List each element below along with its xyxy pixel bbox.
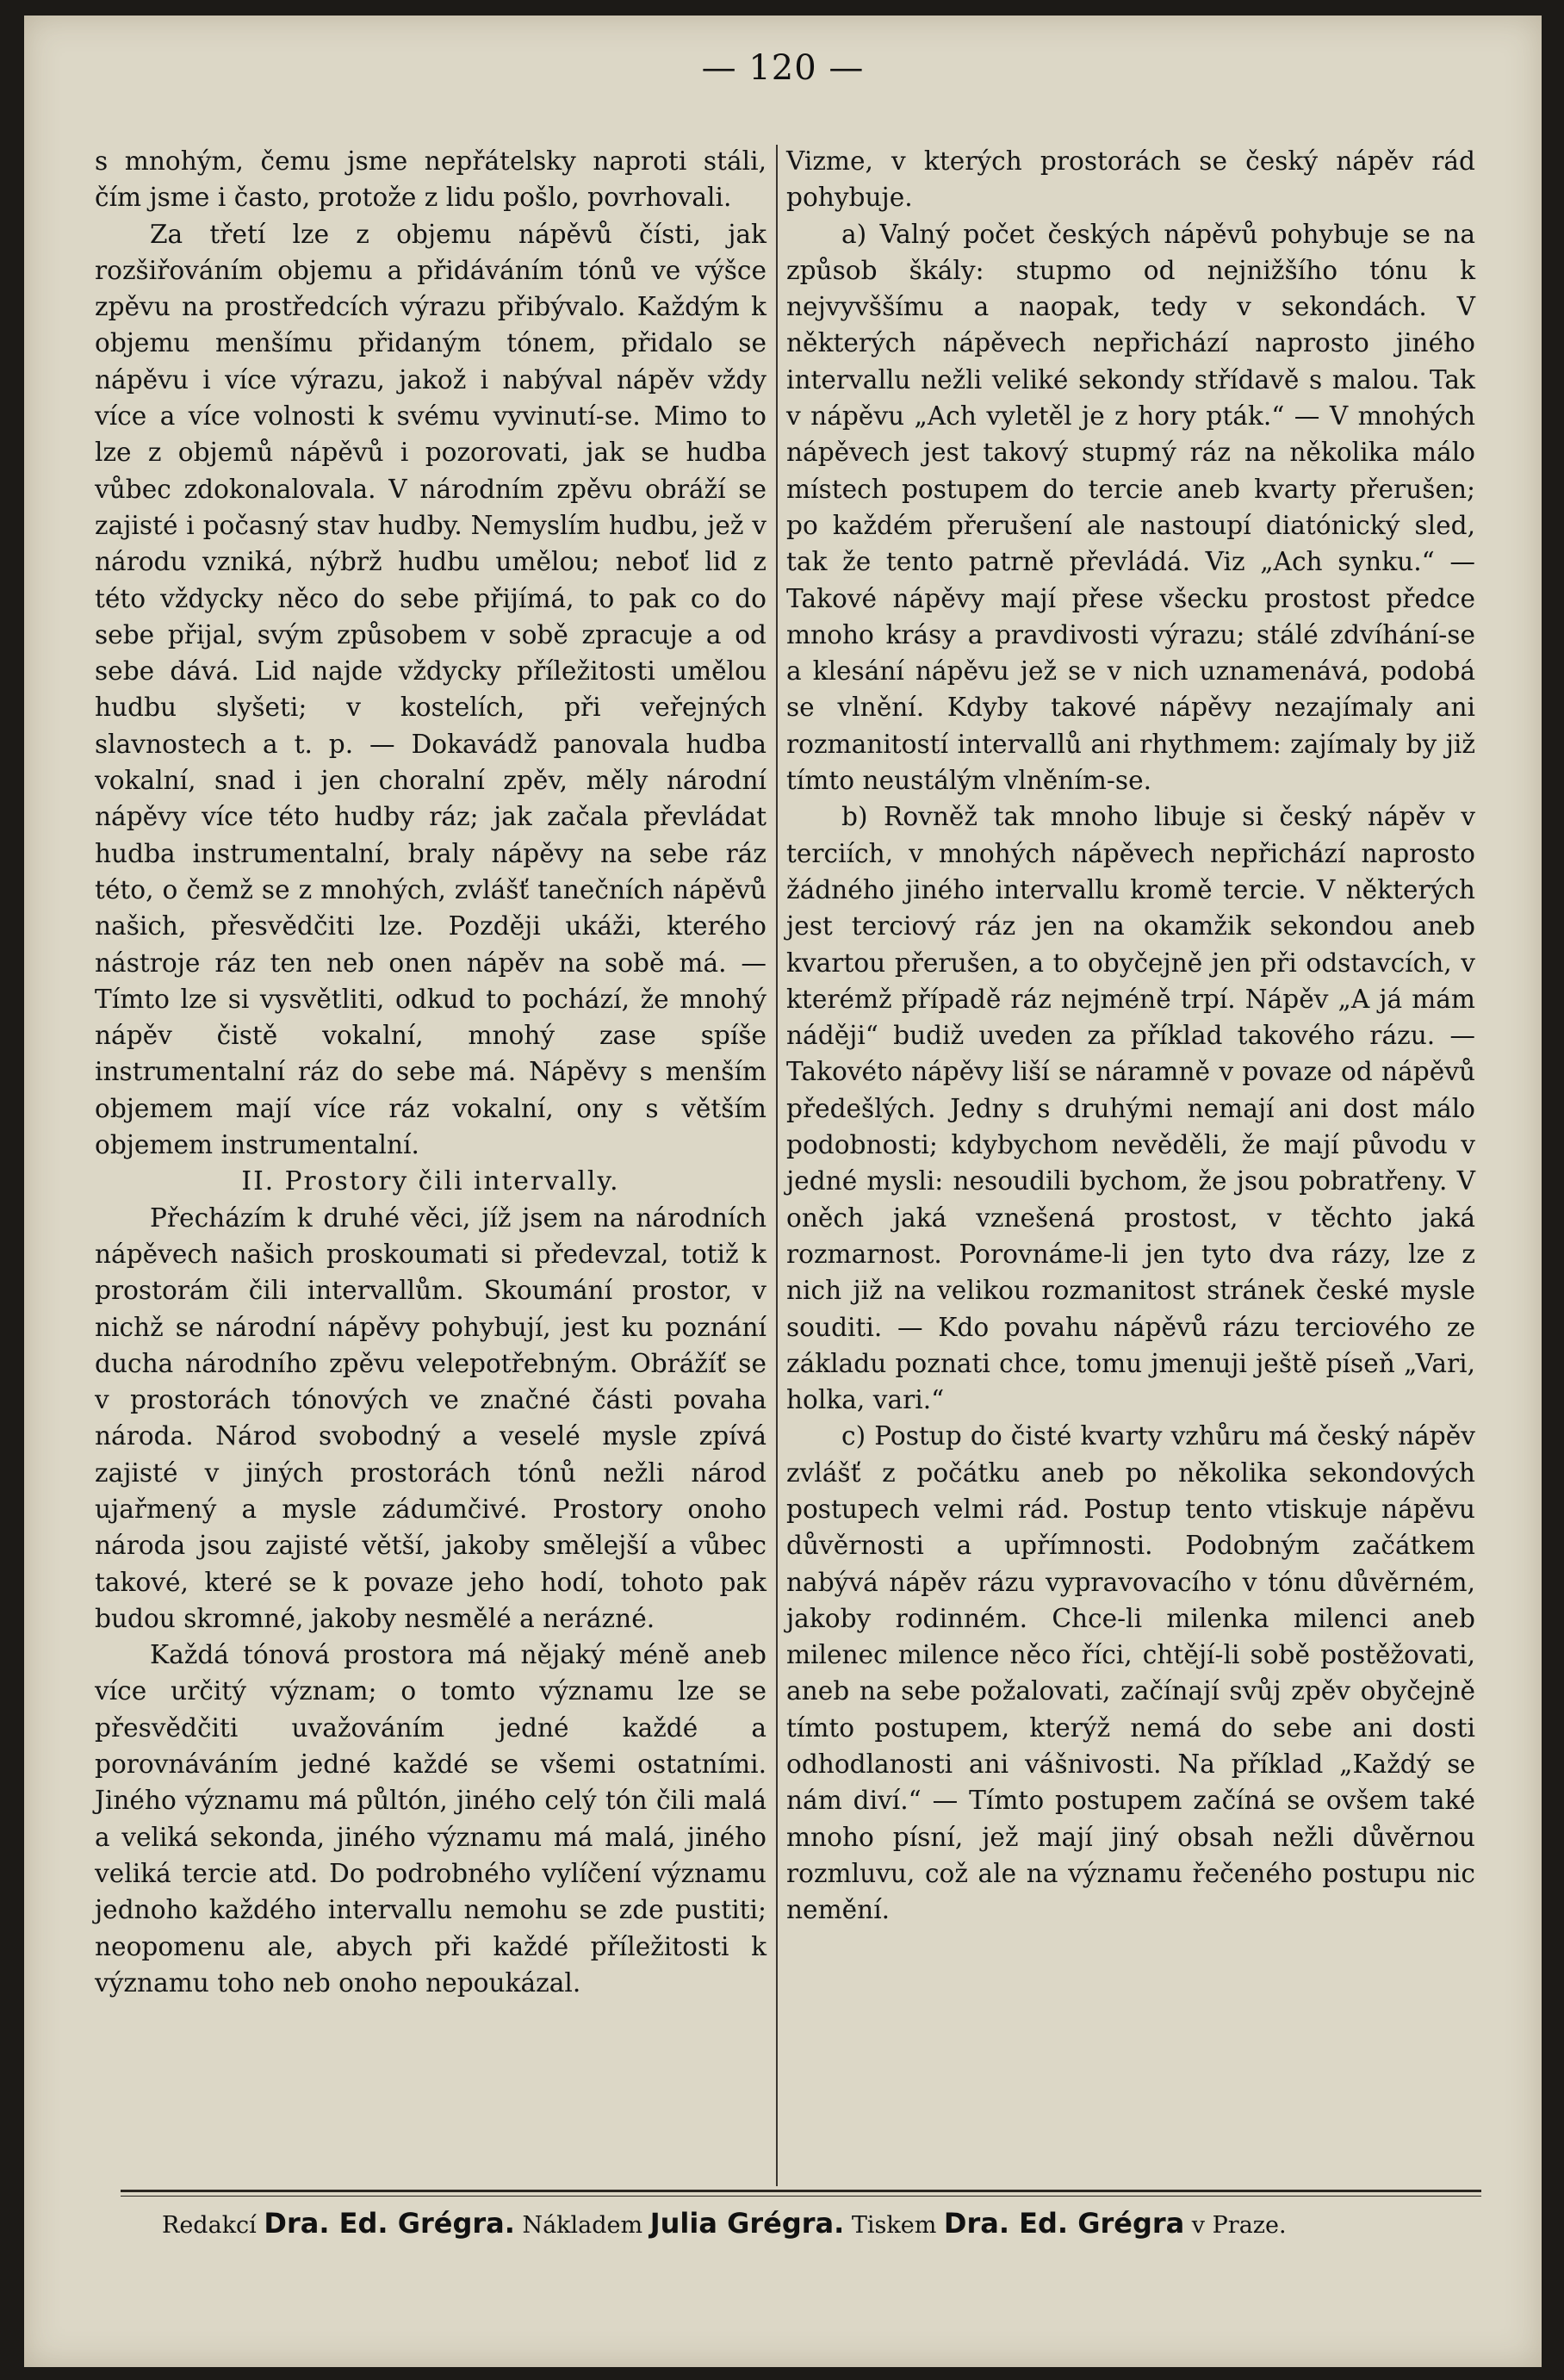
footer-text: Nákladem [514, 2212, 650, 2239]
imprint-footer [162, 2207, 1287, 2240]
footer-rule [121, 2190, 1481, 2192]
footer-name: Dra. Ed. Grégra [943, 2207, 1185, 2240]
paragraph: c) Postup do čisté kvarty vzhůru má český nápěv zvlášť z počátku aneb po několika sekondových postupech velmi rád. Postup tento vtiskuje nápěvu důvěrnosti a upřímnosti. Podobným začátkem nabývá nápěv rázu vypravovacího v tónu důvěrném, jakoby rodinném. Chce-li milenka milenci aneb milenec milence něco říci, chtějí-li sobě postěžovati, aneb na sebe požalovati, začínají svůj zpěv obyčejně tímto postupem, kterýž nemá do sebe ani dosti odhodlanosti ani vášnivosti. Na příklad „Každý se nám diví.“ — Tímto postupem začíná se ovšem také mnoho písní, jež mají jiný obsah nežli důvěrnou rozmluvu, což ale na významu řečeného postupu nic nemění. [786, 1421, 1475, 1925]
footer-text: v Praze. [1184, 2212, 1287, 2239]
footer-name: Dra. Ed. Grégra. [264, 2207, 515, 2240]
page-sheet [24, 16, 1542, 2367]
paragraph: a) Valný počet českých nápěvů pohybuje se na způsob škály: stupmo od nejnižšího tónu k nejvyvššímu a naopak, tedy v sekondách. V některých nápěvech nepřichází naprosto jiného intervallu nežli veliké sekondy střídavě s malou. Tak v nápěvu „Ach vyletěl je z hory pták.“ — V mnohých nápěvech jest takový stupmý ráz na několika málo místech postupem do tercie aneb kvarty přerušen; po každém přerušení ale nastoupí diatónický sled, tak že tento patrně převládá. Viz „Ach synku.“ — Takové nápěvy mají přese všecku prostost předce mnoho krásy a pravdivosti výrazu; stálé zdvíhání-se a klesání nápěvu jež se v nich uznamenává, podobá se vlnění. Kdyby takové nápěvy nezajímaly ani rozmanitostí intervallů ani rhythmem: zajímaly by již tímto neustálým vlněním-se. [786, 219, 1475, 796]
page-number: — 120 — [701, 48, 865, 88]
paragraph: s mnohým, čemu jsme nepřátelsky naproti stáli, čím jsme i často, protože z lidu pošlo, povrhovali. [95, 146, 766, 213]
paragraph: Každá tónová prostora má nějaký méně aneb více určitý význam; o tomto významu lze se přesvědčiti uvažováním jedné každé a porovnáváním jedné každé se všemi ostatními. Jiného významu má půltón, jiného celý tón čili malá a veliká sekonda, jiného významu má malá, jiného veliká tercie atd. Do podrobného vylíčení významu jednoho každého intervallu nemohu se zde pustiti; neopomenu ale, abych při každé příležitosti k významu toho neb onoho nepoukázal. [95, 1640, 766, 1998]
section-heading: II. Prostory čili intervally. [241, 1166, 620, 1196]
footer-text: Tiskem [844, 2212, 944, 2239]
footer-rule-thin [121, 2196, 1481, 2197]
paragraph: Vizme, v kterých prostorách se český nápěv rád pohybuje. [786, 146, 1475, 213]
right-column [786, 143, 1475, 1929]
paragraph: b) Rovněž tak mnoho libuje si český nápěv v terciích, v mnohých nápěvech nepřichází naprosto žádného jiného intervallu kromě tercie. V některých jest terciový ráz jen na okamžik sekondou aneb kvartou přerušen, a to obyčejně jen při odstavcích, v kterémž případě ráz nejméně trpí. Nápěv „A já mám náději“ budiž uveden za příklad takového rázu. — Takovéto nápěvy liší se náramně v povaze od nápěvů předešlých. Jedny s druhými nemají ani dost málo podobnosti; kdybychom nevěděli, že mají původu v jedné mysli: nesoudili bychom, že jsou pobratřeny. V oněch jaká vznešená prostost, v těchto jaká rozmarnost. Porovnáme-li jen tyto dva rázy, lze z nich již na velikou rozmanitost stránek české mysle souditi. — Kdo povahu nápěvů rázu terciového ze základu poznati chce, tomu jmenuji ještě píseň „Vari, holka, vari.“ [786, 802, 1475, 1415]
column-divider [776, 145, 778, 2186]
paragraph: Za třetí lze z objemu nápěvů čísti, jak rozšiřováním objemu a přidáváním tónů ve výšce zpěvu na prostředcích výrazu přibývalo. Každým k objemu menšímu přidaným tónem, přidalo se nápěvu i více výrazu, jakož i nabýval nápěv vždy více a více volnosti k svému vyvinutí-se. Mimo to lze z objemů nápěvů i pozorovati, jak se hudba vůbec zdokonalovala. V národním zpěvu obráží se zajisté i počasný stav hudby. Nemyslím hudbu, jež v národu vzniká, nýbrž hudbu umělou; neboť lid z této vždycky něco do sebe přijímá, to pak co do sebe přijal, svým způsobem v sobě zpracuje a od sebe dává. Lid najde vždycky příležitosti umělou hudbu slyšeti; v kostelích, při veřejných slavnostech a t. p. — Dokavádž panovala hudba vokalní, snad i jen choralní zpěv, měly národní nápěvy více této hudby ráz; jak začala převládat hudba instrumentalní, braly nápěvy na sebe ráz této, o čemž se z mnohých, zvlášť tanečních nápěvů našich, přesvědčiti lze. Později ukáži, kterého nástroje ráz ten neb onen nápěv na sobě má. — Tímto lze si vysvětliti, odkud to pochází, že mnohý nápěv čistě vokalní, mnohý zase spíše instrumentalní ráz do sebe má. Nápěvy s menším objemem mají více ráz vokalní, ony s větším objemem instrumentalní. [95, 219, 766, 1160]
left-column [95, 143, 766, 2001]
footer-text: Redakcí [162, 2212, 264, 2239]
footer-name: Julia Grégra. [649, 2207, 845, 2240]
paragraph: Přecházím k druhé věci, jíž jsem na národních nápěvech našich proskoumati si předevzal, totiž k prostorám čili intervallům. Skoumání prostor, v nichž se národní nápěvy pohybují, jest ku poznání ducha národního zpěvu velepotřebným. Obrážíť se v prostorách tónových ve značné části povaha národa. Národ svobodný a veselé mysle zpívá zajisté v jiných prostorách tónů nežli národ ujařmený a mysle zádumčivé. Prostory onoho národa jsou zajisté větší, jakoby smělejší a vůbec takové, které se k povaze jeho hodí, tohoto pak budou skromné, jakoby nesmělé a nerázné. [95, 1202, 766, 1633]
